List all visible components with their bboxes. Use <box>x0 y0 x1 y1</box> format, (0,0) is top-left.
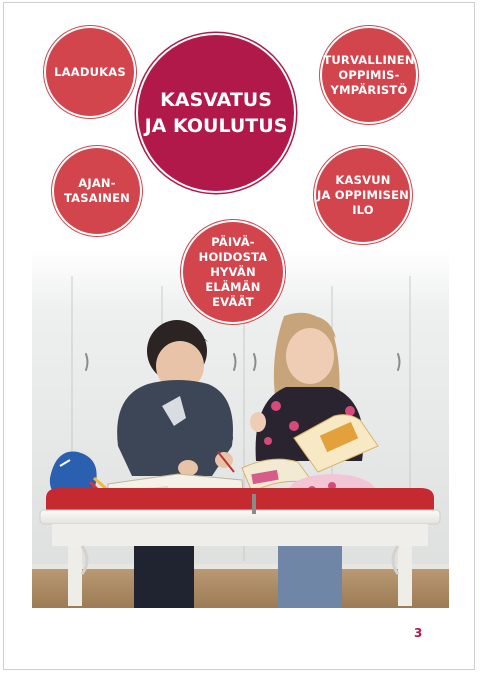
main-bubble-kasvatus-ja-koulutus <box>138 35 294 191</box>
bubble-line: AJAN- <box>78 176 116 190</box>
page-number: 3 <box>414 626 423 640</box>
bubble-line: PÄIVÄ- <box>211 234 255 249</box>
bubble-line: LAADUKAS <box>54 64 126 79</box>
bubble-line: TURVALLINEN <box>323 52 415 67</box>
bubble-line: HOIDOSTA <box>198 249 268 264</box>
bubble-line: KASVATUS <box>160 89 272 111</box>
bubble-kasvun-ja-oppimisen-ilo <box>316 148 410 242</box>
bubble-line: JA OPPIMISEN <box>317 187 409 202</box>
bubble-laadukas <box>46 28 134 116</box>
bubble-line: ILO <box>352 202 374 217</box>
bubble-line: EVÄÄT <box>212 294 254 309</box>
bubble-line: OPPIMIS- <box>338 67 400 82</box>
bubble-line: KASVUN <box>335 172 391 187</box>
bubble-line: HYVÄN ELÄMÄN <box>205 264 261 294</box>
bubble-ajantasainen <box>54 148 140 234</box>
bubble-line: YMPÄRISTÖ <box>330 82 408 97</box>
bubble-turvallinen-oppimisymparisto <box>322 28 416 122</box>
bubble-line: TASAINEN <box>63 191 131 205</box>
bubble-paivahoidosta-hyvan-elaman-evaat <box>183 222 283 322</box>
bubble-line: JA KOULUTUS <box>144 115 288 137</box>
